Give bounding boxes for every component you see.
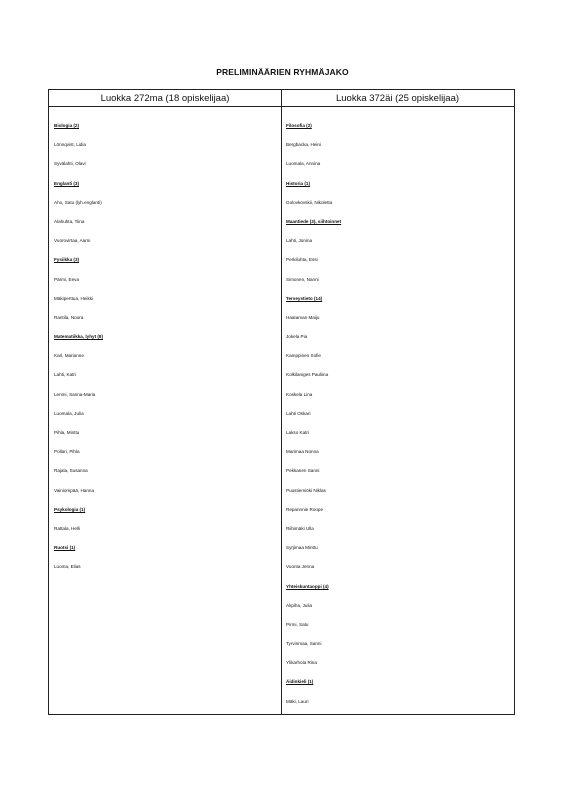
student-name: Vuorovirtaa, Aarni [54,238,91,244]
subject-heading: Fysiikka (3) [54,257,80,263]
student-name: Akpiha, Julia [286,602,313,608]
student-name: Riihimäki Ulla [286,525,314,531]
student-name: Golovkovskii, Nikoletta [286,199,333,205]
subject-heading: Terveystieto (14) [286,295,323,301]
student-name: Marimaa Nonna [286,449,319,455]
student-name: Bergbacka, Heini [286,142,321,148]
student-name: Puustiemiöki Niklas [286,487,326,493]
group-table [48,89,515,715]
student-name: Koskela Lina [286,391,313,397]
subject-heading: Historia (1) [286,180,310,186]
student-name: Lahti, Katri [54,372,76,378]
student-name: Ylikarhola Rina [286,660,317,666]
column-header-372ai: Luokka 372äi (25 opiskelijaa) [281,90,514,107]
student-name: Lahti Oskari [286,410,311,416]
student-name: Perkiluhta, Essi [286,257,318,263]
student-name: Vainiompää, Hanna [54,487,95,493]
subject-heading: Äidinkieli (1) [286,679,314,685]
student-name: Pekkanen Sanni [286,468,320,474]
student-name: Luoma, Elias [54,564,81,570]
column-272ma-list [54,107,276,585]
subject-heading: Biologia (2) [54,123,80,128]
student-name: Pollari, Pihla [54,449,80,455]
subject-heading: Yhteiskuntaoppi (4) [286,583,329,589]
subject-heading: Maantiede (3), siihtoinnet [286,218,342,224]
student-name: Kamppinen Sofie [286,353,321,359]
student-name: Pihla, Minttu [54,430,80,435]
student-name: Jokela Pia [286,334,308,340]
subject-heading: Matematiikka, lyhyt (8) [54,334,104,340]
student-name: Pärmi, Eeva [54,276,80,282]
student-name: Karl, Marianne [54,353,84,359]
student-name: Pirmi, Satu [286,621,309,627]
student-name: Mäkiperttua, Heikki [54,295,94,301]
student-name: Vuonta Jenna [286,564,315,570]
student-name: Luomala, Annina [286,161,321,167]
student-name: Lakso Katri [286,430,309,435]
student-name: Haataman Maiju [286,314,320,320]
column-divider [281,90,282,714]
student-name: Kolkilaniges Pauliina [286,372,329,378]
student-name: Lenmi, Sanna-Maria [54,391,96,397]
student-name: Rattala, Helli [54,525,81,531]
student-name: Lahti, Jonina [286,238,313,244]
subject-heading: Ruotsi (1) [54,545,76,551]
student-name: Rantila, Noora [54,314,84,320]
student-name: Simonen, Nanni [286,276,319,282]
student-name: Tyrvinmaa, Sanni [286,641,322,647]
document-title: PRELIMINÄÄRIEN RYHMÄJAKO [216,67,349,77]
student-name: Repannnie Roope [286,506,324,512]
subject-heading: Filosofia (2) [286,123,312,128]
student-name: Aho, Satu (lyh.englanti) [54,199,102,205]
student-name: Syrjimaa Minttu [286,545,318,551]
student-name: Luomala, Julia [54,410,84,416]
student-name: Rajala, Susanna [54,468,88,474]
column-header-272ma: Luokka 272ma (18 opiskelijaa) [49,90,281,107]
subject-heading: Englanti (3) [54,180,80,186]
subject-heading: Psykologia (1) [54,506,86,512]
column-372ai-list [286,107,508,719]
student-name: Mäki, Lauri [286,698,309,704]
student-name: Lönnqvist, Lidia [54,142,86,148]
student-name: Alahuhta, Tiina [54,218,85,224]
student-name: Syvälahti, Olavi [54,161,86,167]
